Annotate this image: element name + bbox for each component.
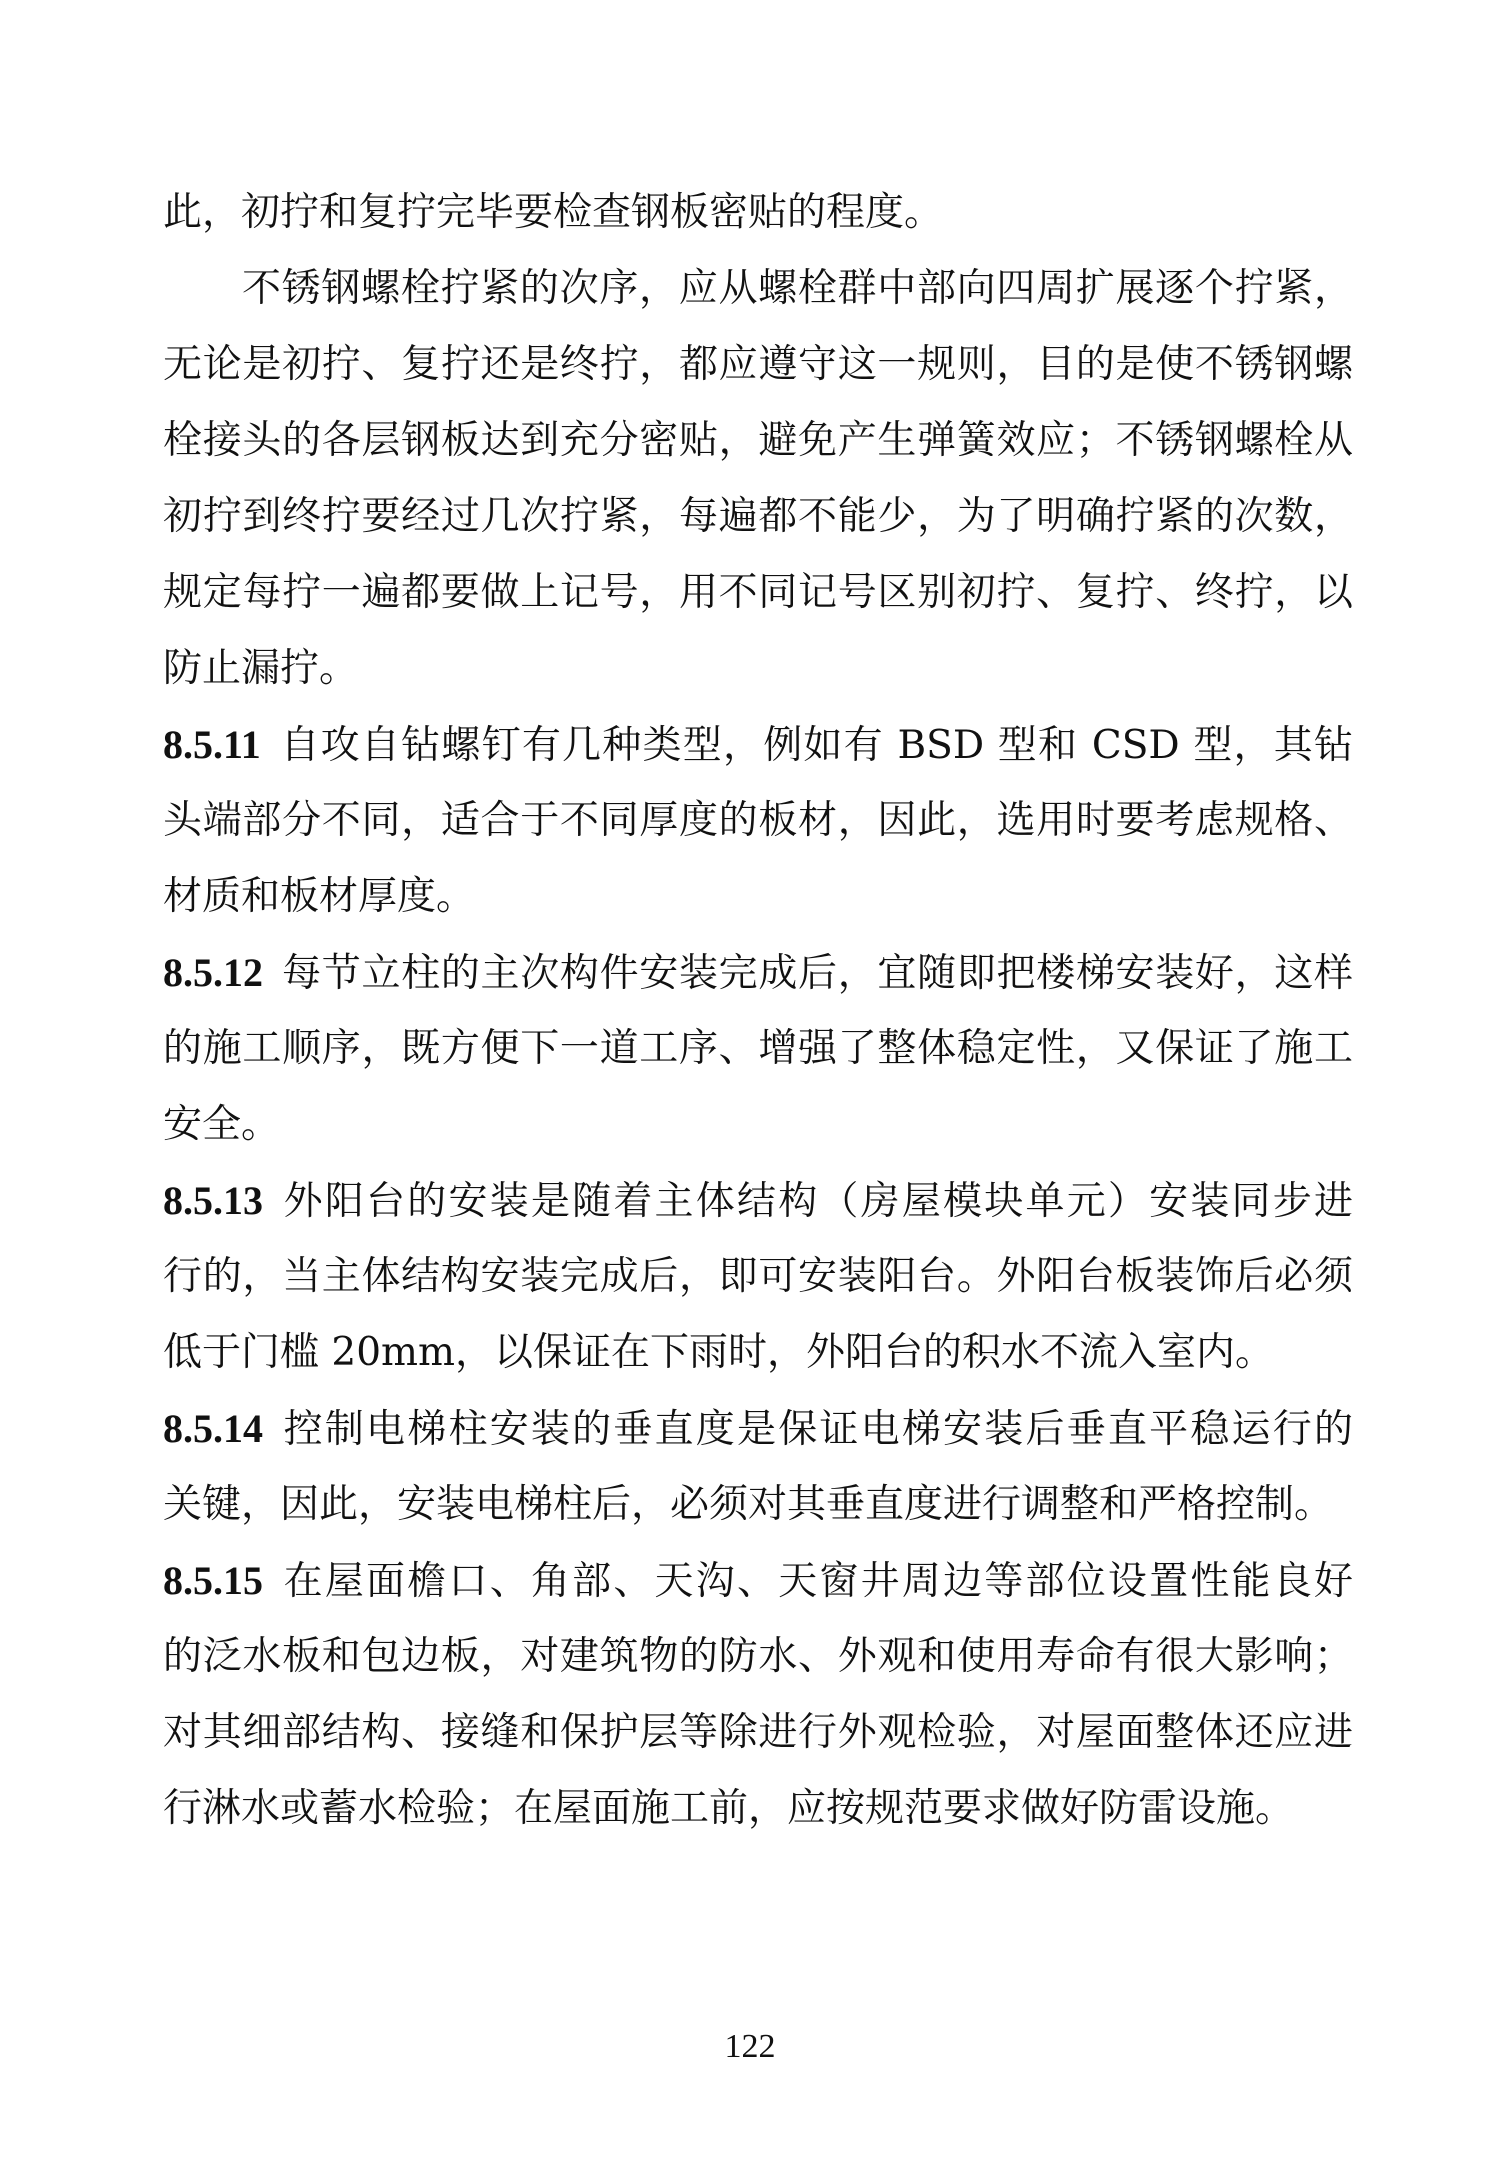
paragraph-line: 行的，当主体结构安装完成后，即可安装阳台。外阳台板装饰后必须 <box>163 1254 1353 1299</box>
clause-line <box>163 1391 1353 1467</box>
clause-number: 8.5.13 <box>163 1178 263 1223</box>
paragraph-line: 关键，因此，安装电梯柱后，必须对其垂直度进行调整和严格控制。 <box>163 1482 1334 1527</box>
paragraph-line: 规定每拧一遍都要做上记号，用不同记号区别初拧、复拧、终拧，以 <box>163 570 1353 615</box>
clause-text: 控制电梯柱安装的垂直度是保证电梯安装后垂直平稳运行的 <box>283 1407 1353 1452</box>
paragraph-line: 材质和板材厚度。 <box>163 874 476 919</box>
paragraph-line: 对其细部结构、接缝和保护层等除进行外观检验，对屋面整体还应进 <box>163 1710 1353 1755</box>
paragraph-line: 头端部分不同，适合于不同厚度的板材，因此，选用时要考虑规格、 <box>163 798 1353 843</box>
paragraph-line: 栓接头的各层钢板达到充分密贴，避免产生弹簧效应；不锈钢螺栓从 <box>163 418 1353 463</box>
clause-number: 8.5.15 <box>163 1558 263 1603</box>
clause-number: 8.5.14 <box>163 1406 263 1451</box>
clause-text: 外阳台的安装是随着主体结构（房屋模块单元）安装同步进 <box>283 1179 1353 1224</box>
clause-text: 在屋面檐口、角部、天沟、天窗井周边等部位设置性能良好 <box>283 1559 1353 1604</box>
paragraph-line: 无论是初拧、复拧还是终拧，都应遵守这一规则，目的是使不锈钢螺 <box>163 342 1353 387</box>
paragraph-line: 安全。 <box>163 1102 281 1147</box>
clause-number: 8.5.11 <box>163 722 261 767</box>
paragraph-line: 的施工顺序，既方便下一道工序、增强了整体稳定性，又保证了施工 <box>163 1026 1353 1071</box>
paragraph-line: 初拧到终拧要经过几次拧紧，每遍都不能少，为了明确拧紧的次数， <box>163 494 1353 539</box>
clause-text: 每节立柱的主次构件安装完成后，宜随即把楼梯安装好，这样 <box>282 951 1353 996</box>
clause-number: 8.5.12 <box>163 950 263 995</box>
paragraph-line: 不锈钢螺栓拧紧的次序，应从螺栓群中部向四周扩展逐个拧紧， <box>242 266 1353 311</box>
paragraph-line: 行淋水或蓄水检验；在屋面施工前，应按规范要求做好防雷设施。 <box>163 1786 1295 1831</box>
paragraph-line: 此，初拧和复拧完毕要检查钢板密贴的程度。 <box>163 190 944 235</box>
clause-line <box>163 935 1353 1011</box>
clause-line <box>163 1163 1353 1239</box>
clause-text: 自攻自钻螺钉有几种类型，例如有 BSD 型和 CSD 型，其钻 <box>280 723 1354 768</box>
paragraph-line: 低于门槛 20mm，以保证在下雨时，外阳台的积水不流入室内。 <box>163 1330 1274 1375</box>
paragraph-line: 的泛水板和包边板，对建筑物的防水、外观和使用寿命有很大影响； <box>163 1634 1353 1679</box>
page-number: 122 <box>724 2028 776 2065</box>
body-text <box>163 175 1353 1847</box>
clause-line <box>163 707 1353 783</box>
clause-line <box>163 1543 1353 1619</box>
paragraph-line: 防止漏拧。 <box>163 646 359 691</box>
